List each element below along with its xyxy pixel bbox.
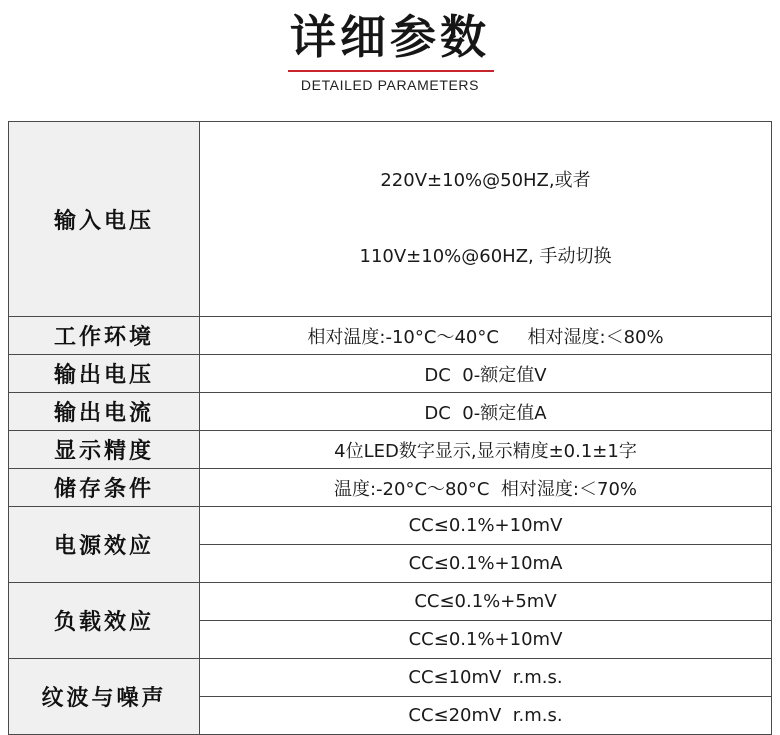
page-header	[0, 0, 780, 110]
table-row	[9, 659, 772, 697]
row-label: 储存条件	[9, 469, 200, 507]
row-label: 工作环境	[9, 317, 200, 355]
row-value: CC≤10mV r.m.s.	[200, 659, 772, 697]
row-value: 4位LED数字显示,显示精度±0.1±1字	[200, 431, 772, 469]
row-value: CC≤0.1%+10mV	[200, 621, 772, 659]
value-line: 110V±10%@60HZ, 手动切换	[359, 246, 612, 267]
row-value: DC 0-额定值V	[200, 355, 772, 393]
page-title: 详细参数	[290, 10, 490, 64]
table-row	[9, 317, 772, 355]
row-value: DC 0-额定值A	[200, 393, 772, 431]
row-value: CC≤0.1%+5mV	[200, 583, 772, 621]
row-label: 显示精度	[9, 431, 200, 469]
value-line: 220V±10%@50HZ,或者	[380, 170, 591, 191]
table-row	[9, 431, 772, 469]
row-value: 温度:-20°C～80°C 相对湿度:＜70%	[200, 469, 772, 507]
row-label: 输出电流	[9, 393, 200, 431]
table-row	[9, 393, 772, 431]
table-row	[9, 507, 772, 545]
row-label: 电源效应	[9, 507, 200, 583]
row-value: 相对温度:-10°C～40°C 相对湿度:＜80%	[200, 317, 772, 355]
table-row	[9, 122, 772, 317]
row-value	[200, 122, 772, 317]
page-subtitle: DETAILED PARAMETERS	[300, 77, 480, 93]
table-row	[9, 355, 772, 393]
row-value: CC≤0.1%+10mV	[200, 507, 772, 545]
row-value: CC≤20mV r.m.s.	[200, 697, 772, 735]
row-label: 输出电压	[9, 355, 200, 393]
table-row	[9, 583, 772, 621]
table-row	[9, 469, 772, 507]
row-label: 纹波与噪声	[9, 659, 200, 735]
parameters-table	[8, 121, 772, 735]
row-label: 输入电压	[9, 122, 200, 317]
row-value: CC≤0.1%+10mA	[200, 545, 772, 583]
row-label: 负载效应	[9, 583, 200, 659]
title-underline	[288, 70, 494, 72]
